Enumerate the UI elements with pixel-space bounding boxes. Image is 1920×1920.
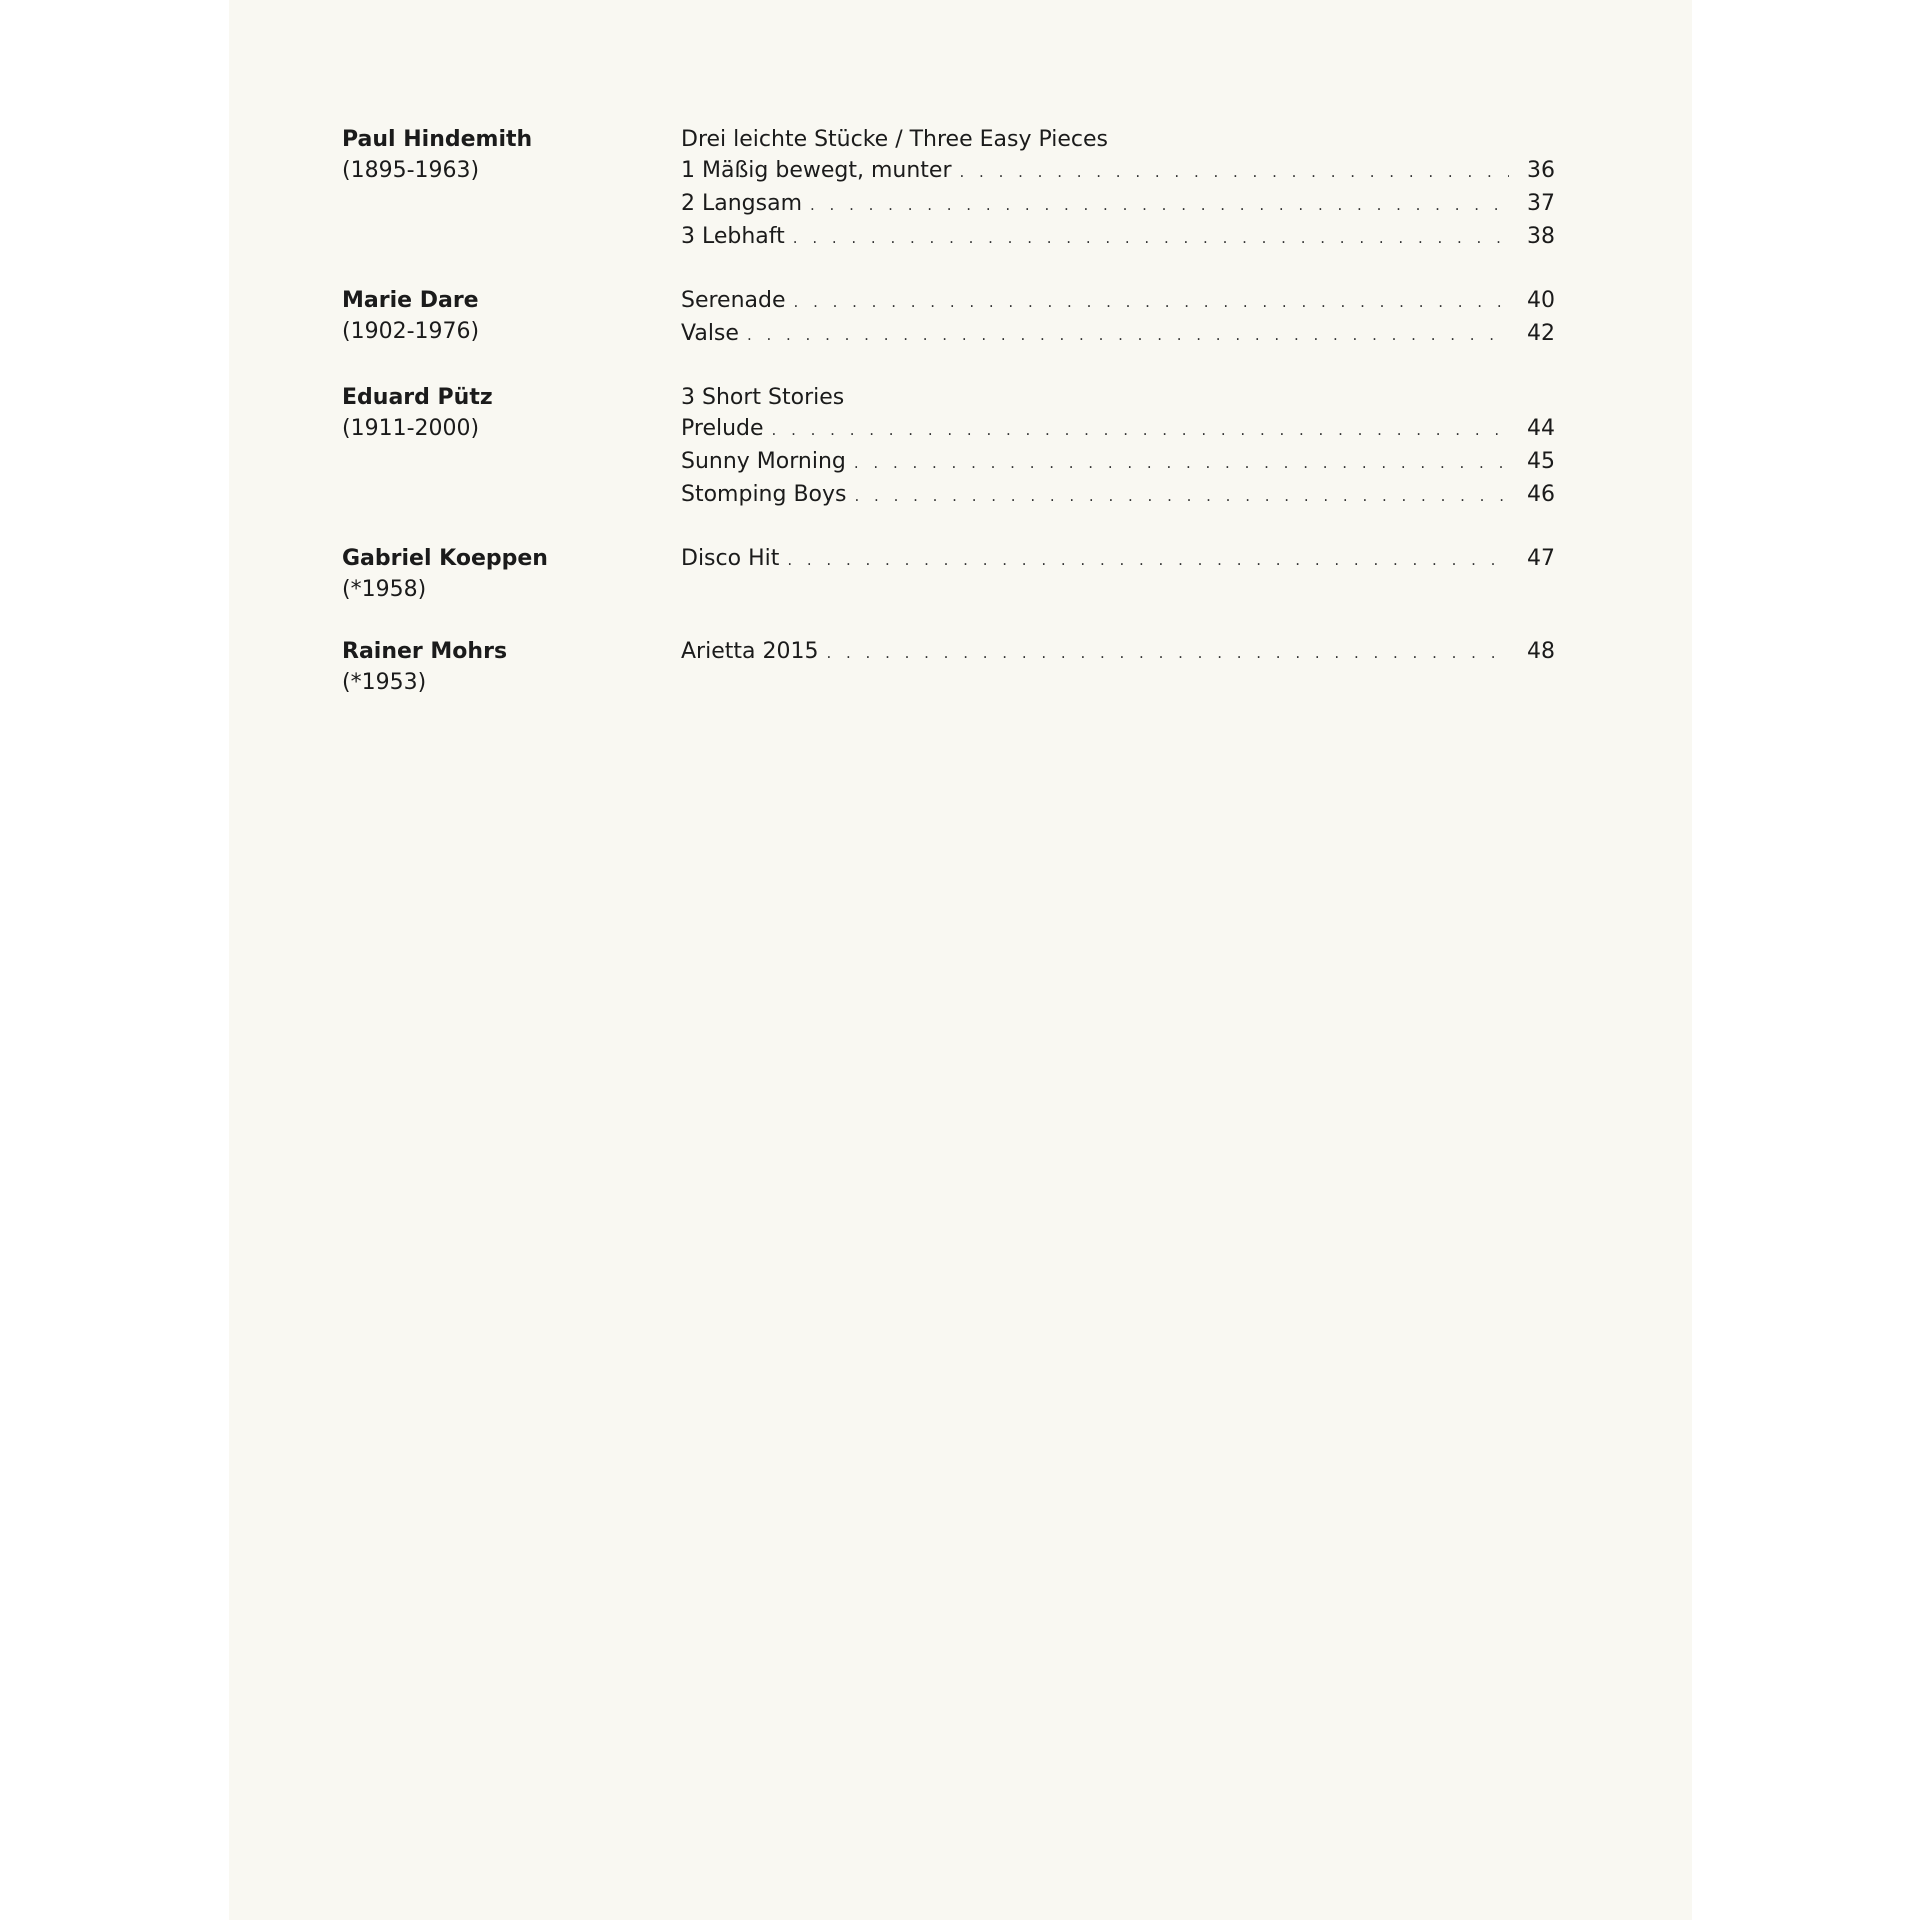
dot-leader xyxy=(826,638,1509,669)
entry-title: Prelude xyxy=(681,416,764,441)
page-number: 42 xyxy=(1527,321,1555,346)
composer-block xyxy=(342,285,1555,351)
works-list xyxy=(681,382,1555,512)
dot-leader xyxy=(747,320,1509,351)
composer-info xyxy=(342,124,681,186)
dot-leader xyxy=(855,481,1510,512)
work-heading: Drei leichte Stücke / Three Easy Pieces xyxy=(681,127,1109,152)
work-heading: 3 Short Stories xyxy=(681,385,845,410)
entry-title: Stomping Boys xyxy=(681,482,847,507)
dot-leader xyxy=(794,287,1509,318)
composer-name: Marie Dare xyxy=(342,288,479,313)
entry-title: 3 Lebhaft xyxy=(681,224,785,249)
entry-title: Arietta 2015 xyxy=(681,639,819,664)
page-number: 38 xyxy=(1527,224,1555,249)
dot-leader xyxy=(793,223,1509,254)
composer-block xyxy=(342,636,1555,698)
composer-name: Eduard Pütz xyxy=(342,385,493,410)
toc-entry[interactable] xyxy=(681,318,1555,351)
page-number: 46 xyxy=(1527,482,1555,507)
toc-entry[interactable] xyxy=(681,413,1555,446)
composer-name: Gabriel Koeppen xyxy=(342,546,548,571)
entry-title: Disco Hit xyxy=(681,546,780,571)
page-number: 47 xyxy=(1527,546,1555,571)
composer-dates: (1911-2000) xyxy=(342,416,480,441)
table-of-contents xyxy=(342,124,1555,729)
document-page xyxy=(229,0,1692,1920)
entry-title: 1 Mäßig bewegt, munter xyxy=(681,158,952,183)
composer-info xyxy=(342,382,681,444)
composer-block xyxy=(342,543,1555,605)
composer-info xyxy=(342,543,681,605)
entry-title: Serenade xyxy=(681,288,786,313)
composer-info xyxy=(342,285,681,347)
composer-dates: (1902-1976) xyxy=(342,319,480,344)
toc-entry[interactable] xyxy=(681,155,1555,188)
page-number: 44 xyxy=(1527,416,1555,441)
page-number: 37 xyxy=(1527,191,1555,216)
toc-entry[interactable] xyxy=(681,285,1555,318)
dot-leader xyxy=(960,157,1509,188)
works-list xyxy=(681,124,1555,254)
composer-info xyxy=(342,636,681,698)
works-list xyxy=(681,636,1555,669)
composer-block xyxy=(342,382,1555,512)
entry-title: Sunny Morning xyxy=(681,449,846,474)
toc-entry[interactable] xyxy=(681,446,1555,479)
page-number: 48 xyxy=(1527,639,1555,664)
page-number: 40 xyxy=(1527,288,1555,313)
entry-title: 2 Langsam xyxy=(681,191,803,216)
toc-entry[interactable] xyxy=(681,543,1555,576)
works-list xyxy=(681,285,1555,351)
composer-name: Paul Hindemith xyxy=(342,127,533,152)
toc-entry[interactable] xyxy=(681,221,1555,254)
toc-entry[interactable] xyxy=(681,188,1555,221)
dot-leader xyxy=(810,190,1509,221)
toc-entry[interactable] xyxy=(681,636,1555,669)
toc-entry[interactable] xyxy=(681,479,1555,512)
dot-leader xyxy=(772,415,1509,446)
composer-name: Rainer Mohrs xyxy=(342,639,508,664)
composer-dates: (*1953) xyxy=(342,670,427,695)
composer-dates: (*1958) xyxy=(342,577,427,602)
works-list xyxy=(681,543,1555,576)
composer-block xyxy=(342,124,1555,254)
entry-title: Valse xyxy=(681,321,739,346)
composer-dates: (1895-1963) xyxy=(342,158,480,183)
dot-leader xyxy=(854,448,1509,479)
dot-leader xyxy=(787,545,1509,576)
page-number: 45 xyxy=(1527,449,1555,474)
page-number: 36 xyxy=(1527,158,1555,183)
